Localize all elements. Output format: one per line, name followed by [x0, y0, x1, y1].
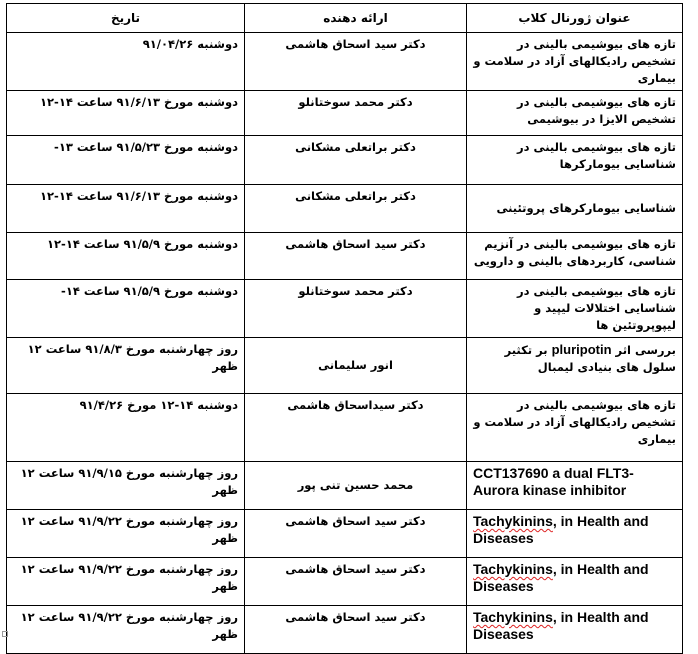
header-title: عنوان ژورنال کلاب [467, 4, 683, 33]
header-date: تاریخ [7, 4, 245, 33]
table-row [7, 33, 683, 91]
row-date: دوشنبه ۹۱/۰۴/۲۶ [7, 33, 245, 91]
row-presenter: دکتر سید اسحاق هاشمی [245, 606, 467, 654]
row-date: روز چهارشنبه مورخ ۹۱/۹/۱۵ ساعت ۱۲ ظهر [7, 462, 245, 510]
row-presenter: دکتر سید اسحاق هاشمی [245, 233, 467, 280]
header-presenter: ارائه دهنده [245, 4, 467, 33]
table-row [7, 338, 683, 394]
row-title [467, 558, 683, 606]
row-title [467, 510, 683, 558]
row-title: تازه های بیوشیمی بالینی در تشخیص الایزا در بیوشیمی [467, 91, 683, 136]
row-date: دوشنبه ۱۴-۱۲ مورخ ۹۱/۴/۲۶ [7, 394, 245, 462]
row-date: روز چهارشنبه مورخ ۹۱/۹/۲۲ ساعت ۱۲ ظهر [7, 510, 245, 558]
journal-club-table [6, 3, 683, 654]
table-row [7, 394, 683, 462]
table-row [7, 462, 683, 510]
row-presenter: دکتر سید اسحاق هاشمی [245, 558, 467, 606]
row-title-b: , in Health and Diseases [473, 513, 649, 546]
row-presenter: دکتر سید اسحاق هاشمی [245, 33, 467, 91]
row-title: تازه های بیوشیمی بالینی در تشخیص رادیکالهای آزاد در سلامت و بیماری [467, 394, 683, 462]
table-row [7, 136, 683, 185]
table-row [7, 510, 683, 558]
row-title-a: Tachykinins [473, 513, 553, 529]
row-title-b: , in Health and Diseases [473, 609, 649, 642]
row-date: دوشنبه مورخ ۹۱/۶/۱۳ ساعت ۱۴-۱۲ [7, 91, 245, 136]
row-title: تازه های بیوشیمی بالینی در آنزیم شناسی، کاربردهای بالینی و دارویی [467, 233, 683, 280]
header-row [7, 4, 683, 33]
row-date: روز چهارشنبه مورخ ۹۱/۹/۲۲ ساعت ۱۲ ظهر [7, 606, 245, 654]
row-title: تازه های بیوشیمی بالینی در تشخیص رادیکالهای آزاد در سلامت و بیماری [467, 33, 683, 91]
row-title-a: Tachykinins [473, 561, 553, 577]
row-date: دوشنبه مورخ ۹۱/۵/۲۳ ساعت ۱۳- [7, 136, 245, 185]
table-row [7, 185, 683, 233]
row-title: تازه های بیوشیمی بالینی در شناسایی اختلالات لیپید و لیپوپروتئین ها [467, 280, 683, 338]
table-row [7, 280, 683, 338]
row-title: تازه های بیوشیمی بالینی در شناسایی بیومارکرها [467, 136, 683, 185]
row-title-pre: بررسی اثر [611, 343, 676, 357]
row-presenter: دکتر براتعلی مشکانی [245, 185, 467, 233]
row-presenter: محمد حسین تنی پور [245, 462, 467, 510]
row-presenter: دکتر سیداسحاق هاشمی [245, 394, 467, 462]
row-title-b: , in Health and Diseases [473, 561, 649, 594]
page-corner-marker [2, 631, 8, 637]
row-title-latin: pluripotin [551, 342, 612, 357]
row-title-post: بر تکثیر سلول های بنیادی لیمبال [504, 343, 676, 374]
row-date: دوشنبه مورخ ۹۱/۵/۹ ساعت ۱۴- [7, 280, 245, 338]
row-date: دوشنبه مورخ ۹۱/۶/۱۳ ساعت ۱۴-۱۲ [7, 185, 245, 233]
table-row [7, 233, 683, 280]
row-title [467, 338, 683, 394]
row-presenter: دکتر براتعلی مشکانی [245, 136, 467, 185]
row-title-a: Tachykinins [473, 609, 553, 625]
row-date: دوشنبه مورخ ۹۱/۵/۹ ساعت ۱۴-۱۲ [7, 233, 245, 280]
row-date: روز چهارشنبه مورخ ۹۱/۹/۲۲ ساعت ۱۲ ظهر [7, 558, 245, 606]
row-date: روز چهارشنبه مورخ ۹۱/۸/۳ ساعت ۱۲ ظهر [7, 338, 245, 394]
table-row [7, 606, 683, 654]
row-title: شناسایی بیومارکرهای پروتئینی [467, 185, 683, 233]
row-title: CCT137690 a dual FLT3-Aurora kinase inhibitor [467, 462, 683, 510]
row-presenter: دکتر محمد سوختانلو [245, 91, 467, 136]
row-presenter: دکتر محمد سوختانلو [245, 280, 467, 338]
table-row [7, 558, 683, 606]
table-row [7, 91, 683, 136]
row-presenter: دکتر سید اسحاق هاشمی [245, 510, 467, 558]
row-title [467, 606, 683, 654]
row-presenter: انور سلیمانی [245, 338, 467, 394]
